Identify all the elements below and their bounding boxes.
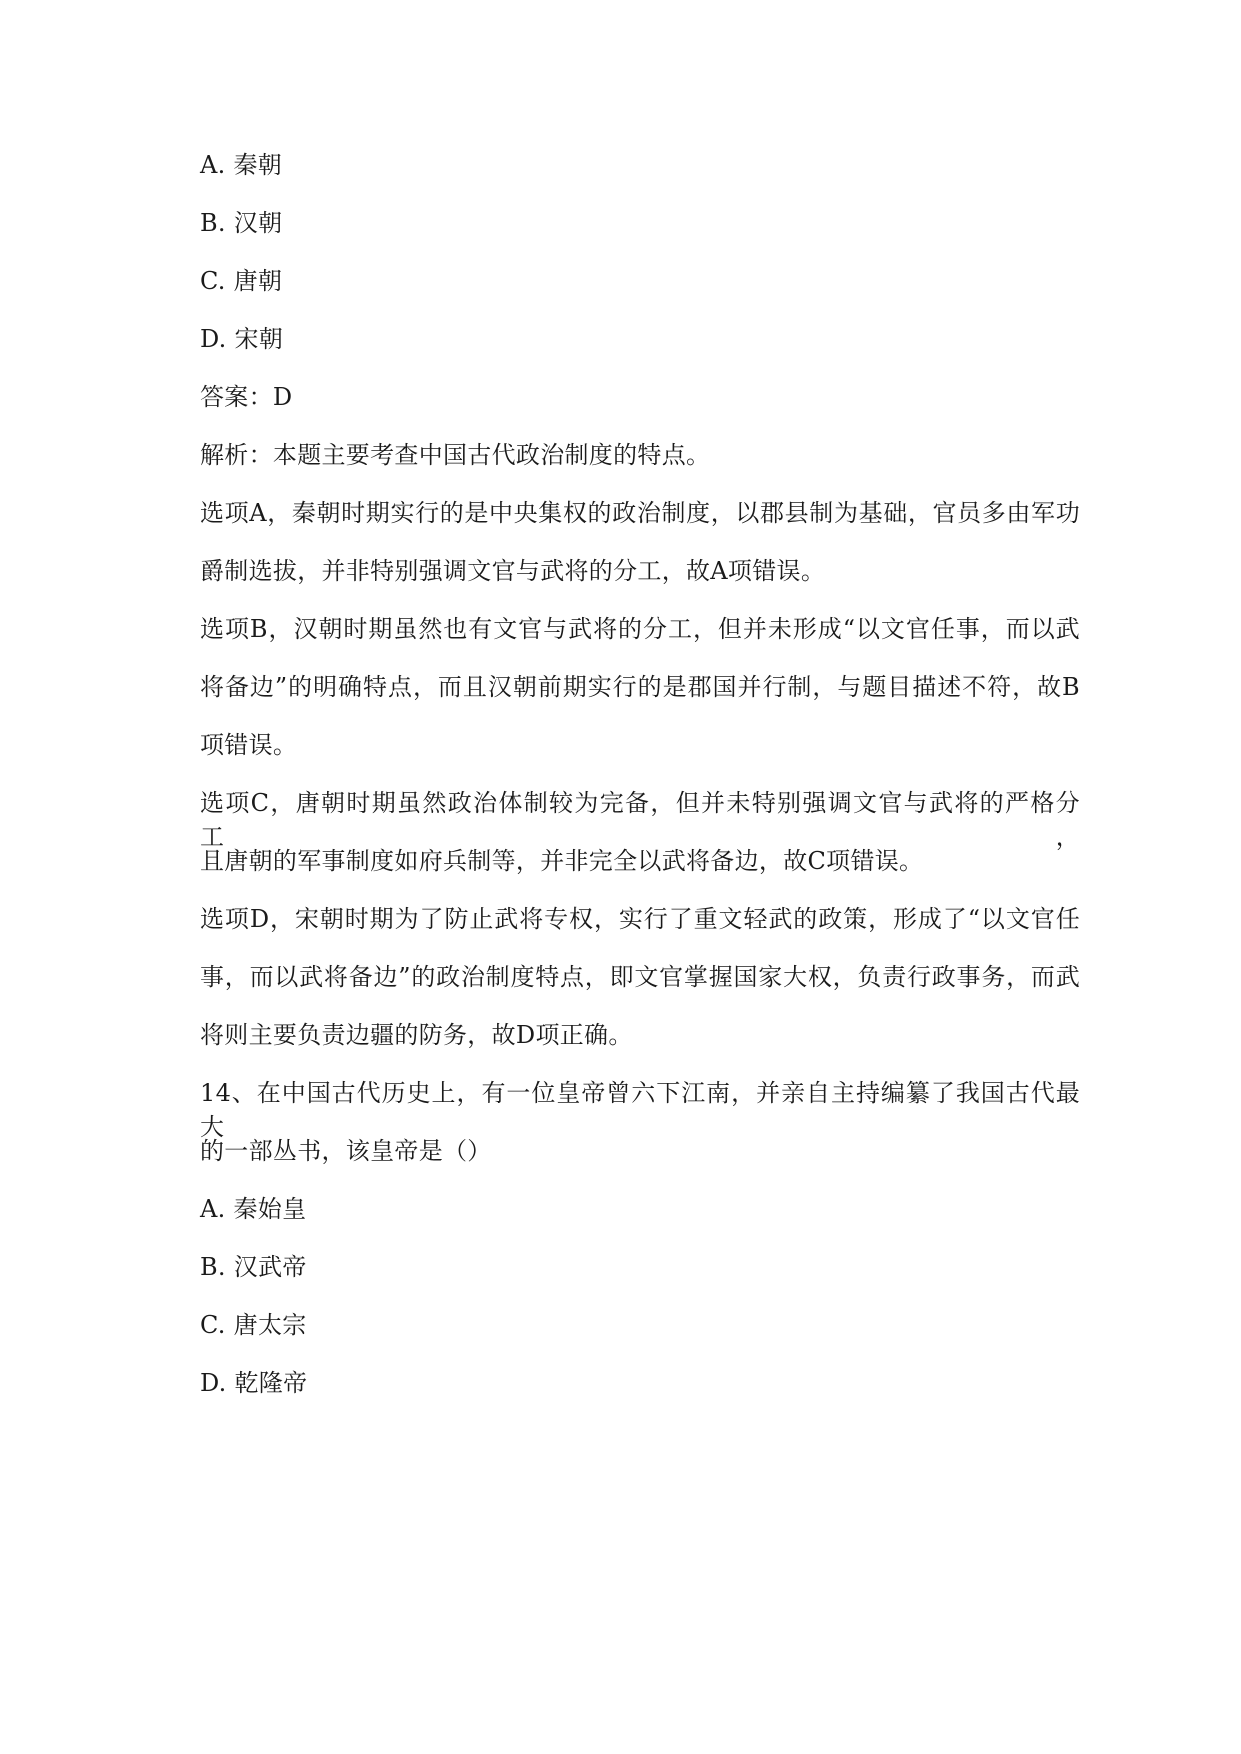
q13-option-d-explanation-line: 将则主要负责边疆的防务，故D项正确。 [200,1021,633,1049]
q13-option-c-explanation-line: 选项C，唐朝时期虽然政治体制较为完备，但并未特别强调文官与武将的严格分工， [200,789,1080,851]
q13-option-b: B. 汉朝 [200,209,283,237]
q14-option-a: A. 秦始皇 [200,1195,307,1223]
q13-option-b-explanation-line: 项错误。 [200,731,298,759]
q13-option-c-explanation-line: 且唐朝的军事制度如府兵制等，并非完全以武将备边，故C项错误。 [200,847,924,875]
q13-option-d: D. 宋朝 [200,325,284,353]
q14-question-line: 的一部丛书，该皇帝是（） [200,1137,492,1165]
q13-option-b-explanation-line: 将备边”的明确特点，而且汉朝前期实行的是郡国并行制，与题目描述不符，故B [200,673,1080,701]
q13-option-d-explanation-line: 事，而以武将备边”的政治制度特点，即文官掌握国家大权，负责行政事务，而武 [200,963,1080,991]
q14-option-c: C. 唐太宗 [200,1311,307,1339]
q14-question-line: 14、在中国古代历史上，有一位皇帝曾六下江南，并亲自主持编纂了我国古代最大 [200,1079,1080,1141]
q13-option-b-explanation-line: 选项B，汉朝时期虽然也有文官与武将的分工，但并未形成“以文官任事，而以武 [200,615,1080,643]
q13-answer: 答案：D [200,383,293,411]
q13-option-c: C. 唐朝 [200,267,283,295]
q13-analysis: 解析：本题主要考查中国古代政治制度的特点。 [200,441,711,469]
q13-option-a-explanation-line: 爵制选拔，并非特别强调文官与武将的分工，故A项错误。 [200,557,826,585]
q14-option-d: D. 乾隆帝 [200,1369,308,1397]
q13-option-a-explanation-line: 选项A，秦朝时期实行的是中央集权的政治制度，以郡县制为基础，官员多由军功 [200,499,1080,527]
q13-option-a: A. 秦朝 [200,151,283,179]
q14-option-b: B. 汉武帝 [200,1253,307,1281]
q13-option-d-explanation-line: 选项D，宋朝时期为了防止武将专权，实行了重文轻武的政策，形成了“以文官任 [200,905,1080,933]
